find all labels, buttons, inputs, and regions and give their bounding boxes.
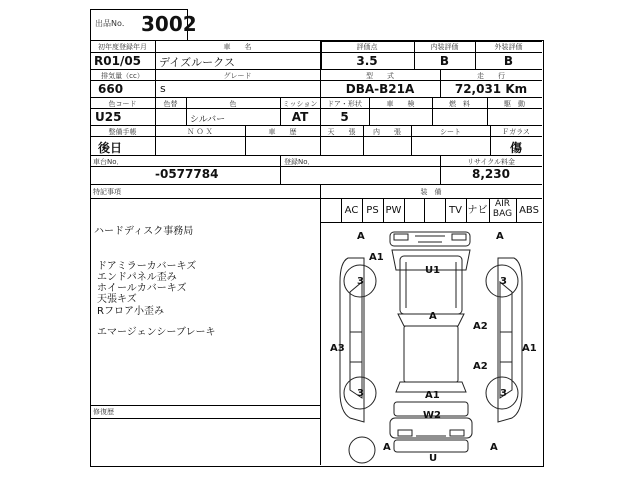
recycle-value: 8,230: [472, 167, 510, 181]
mark-right-a2-upper: A2: [473, 321, 488, 332]
divider: [424, 198, 425, 222]
seat-label: シート: [440, 128, 461, 136]
manual-value: 後日: [98, 141, 123, 155]
divider: [90, 198, 542, 199]
mark-rear-a1: A1: [425, 390, 440, 401]
mark-rear-bottom: U: [429, 453, 438, 464]
mark-left-side: A3: [330, 343, 345, 354]
divider: [90, 97, 542, 98]
chassis-label: 車台No．: [93, 158, 124, 166]
doors-label: ドア・形状: [327, 100, 362, 108]
interior-roof-label: 内 張: [373, 128, 401, 136]
equip-airbag-line2: BAG: [492, 209, 513, 219]
color-code-value: U25: [95, 110, 122, 124]
type-label: 型 式: [366, 72, 394, 80]
equip-tv: TV: [449, 205, 462, 216]
roof-label: 天 張: [327, 128, 356, 136]
repair-label: 修復歴: [93, 408, 114, 416]
color-label: 色: [229, 100, 237, 108]
mark-tire-rr: 3: [500, 388, 507, 399]
glass-value: 傷: [509, 141, 522, 155]
remark-line: ドアミラーカバーキズ: [97, 261, 197, 272]
interior-value: B: [439, 54, 450, 68]
mark-tire-fl: 3: [357, 276, 364, 287]
divider: [90, 418, 320, 419]
first-reg-value: R01/05: [94, 54, 142, 68]
interior-label: 内装評価: [430, 43, 459, 51]
registration-label: 登録No．: [284, 158, 315, 166]
lot-label: 出品No．: [95, 19, 130, 28]
mileage-label: 走 行: [477, 72, 505, 80]
remark-line: エマージェンシーブレーキ: [97, 327, 216, 338]
mark-roof: U1: [425, 265, 441, 276]
divider: [280, 155, 281, 184]
mark-tire-fr: 3: [500, 276, 507, 287]
exterior-value: B: [503, 54, 514, 68]
mark-center: A: [429, 311, 437, 322]
divider: [90, 184, 542, 185]
equip-pw: PW: [385, 205, 402, 216]
score-label: 評価点: [356, 43, 378, 51]
drive-label: 駆 動: [504, 100, 525, 108]
manual-label: 整備手帳: [108, 128, 137, 136]
first-reg-label: 初年度登録年月: [98, 43, 147, 51]
color-code-label: 色コード: [108, 100, 137, 108]
exterior-label: 外装評価: [494, 43, 523, 51]
lot-number: 3002: [141, 12, 197, 36]
remarks-label: 特記事項: [93, 188, 121, 196]
mark-rear-right: A: [490, 442, 498, 453]
inspection-label: 車 検: [386, 100, 415, 108]
mark-right-a2-lower: A2: [473, 361, 488, 372]
mark-tire-rl: 3: [357, 388, 364, 399]
grade-value: s: [160, 82, 166, 95]
color-change-label: 色替: [163, 100, 178, 108]
history-label: 車 歴: [268, 128, 297, 136]
remark-line: Rフロア小歪み: [97, 306, 164, 317]
remark-line: エンドパネル歪み: [97, 272, 177, 283]
type-value: DBA-B21A: [345, 82, 415, 96]
score-value: 3.5: [356, 54, 378, 68]
doors-value: 5: [340, 110, 349, 124]
model-label: 車 名: [223, 43, 252, 51]
mark-right-side: A1: [522, 343, 537, 354]
mark-front-a1: A1: [369, 252, 384, 263]
divider: [90, 125, 542, 126]
mileage-value: 72,031 Km: [454, 82, 528, 96]
mission-value: AT: [291, 110, 309, 124]
equip-ac: AC: [344, 205, 359, 216]
chassis-value: -0577784: [155, 167, 219, 181]
equip-abs: ABS: [519, 205, 539, 216]
displacement-value: 660: [98, 82, 124, 96]
mission-label: ミッション: [282, 100, 318, 108]
equip-navi: ナビ: [467, 205, 488, 216]
divider: [90, 69, 542, 70]
grade-label: グレード: [223, 72, 252, 80]
mark-front-right: A: [496, 231, 504, 242]
equip-airbag-line1: AIR: [494, 199, 511, 209]
model-value: デイズルークス: [159, 56, 236, 69]
equip-ps: PS: [366, 205, 379, 216]
mark-front-left: A: [357, 231, 365, 242]
remark-line: ホイールカバーキズ: [97, 283, 187, 294]
mark-rear-w2: W2: [423, 410, 441, 421]
nox-label: Ｎ Ｏ Ｘ: [187, 128, 213, 136]
equip-airbag: [489, 199, 516, 219]
divider: [90, 405, 320, 406]
displacement-label: 排気量（cc）: [101, 72, 144, 80]
fuel-label: 燃 料: [449, 100, 470, 108]
divider: [90, 155, 542, 156]
remark-line: ハードディスク事務局: [94, 226, 194, 237]
mark-rear-left: A: [383, 442, 391, 453]
equipment-label: 装 備: [420, 188, 442, 196]
car-diagram: [320, 222, 542, 465]
remark-line: 天張キズ: [97, 294, 137, 305]
color-value: シルバー: [190, 115, 226, 125]
glass-label: Ｆガラス: [502, 128, 530, 136]
divider: [404, 198, 405, 222]
recycle-label: リサイクル料金: [466, 158, 516, 166]
